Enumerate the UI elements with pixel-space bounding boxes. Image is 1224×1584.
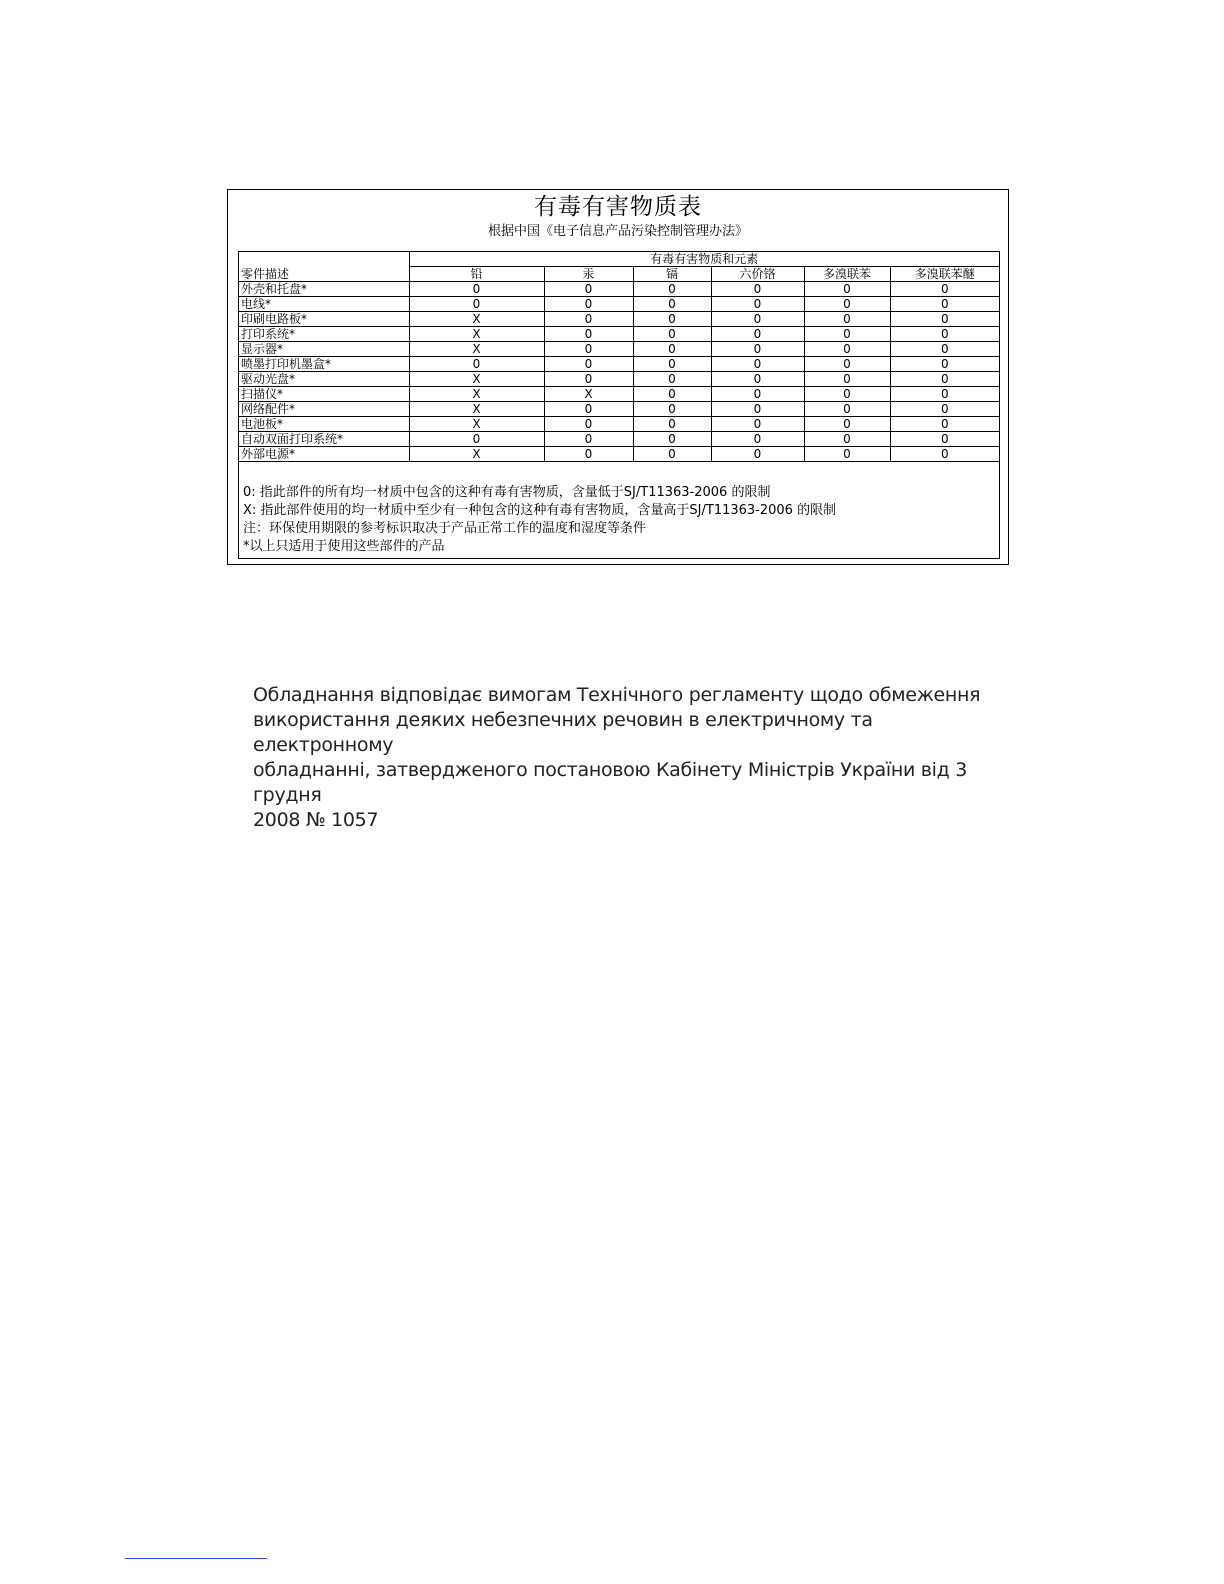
table-subtitle: 根据中国《电子信息产品污染控制管理办法》 <box>487 224 748 239</box>
column-header: 六价铬 <box>711 267 804 282</box>
part-name-cell: 电池板* <box>239 417 409 432</box>
substance-value-cell: X <box>409 402 544 417</box>
table-row <box>239 387 999 402</box>
note-scope: *以上只适用于使用这些部件的产品 <box>243 539 445 554</box>
part-name-cell: 显示器* <box>239 342 409 357</box>
part-name-cell: 打印系统* <box>239 327 409 342</box>
substance-value-cell: 0 <box>633 417 711 432</box>
substance-value-cell: 0 <box>633 372 711 387</box>
note-environment: 注：环保使用期限的参考标识取决于产品正常工作的温度和湿度等条件 <box>243 521 647 536</box>
substance-value-cell: 0 <box>633 447 711 462</box>
substance-value-cell: 0 <box>890 447 999 462</box>
column-header: 铅 <box>409 267 544 282</box>
part-name-cell: 电线* <box>239 297 409 312</box>
substance-value-cell: 0 <box>633 402 711 417</box>
footnote-rule <box>125 1558 267 1559</box>
column-header: 镉 <box>633 267 711 282</box>
substance-value-cell: 0 <box>890 327 999 342</box>
substance-value-cell: 0 <box>804 342 890 357</box>
substance-value-cell: X <box>409 387 544 402</box>
table-row <box>239 312 999 327</box>
table-title: 有毒有害物质表 <box>534 194 702 220</box>
substance-value-cell: 0 <box>711 297 804 312</box>
substance-value-cell: 0 <box>409 357 544 372</box>
part-name-cell: 喷墨打印机墨盒* <box>239 357 409 372</box>
substance-value-cell: 0 <box>544 417 633 432</box>
table-row <box>239 372 999 387</box>
note-x: X: 指此部件使用的均一材质中至少有一种包含的这种有毒有害物质，含量高于SJ/T11363-2006 的限制 <box>243 503 837 518</box>
substance-value-cell: 0 <box>804 327 890 342</box>
statement-line: використання деяких небезпечних речовин в електричному та електронному <box>253 709 873 756</box>
substance-value-cell: 0 <box>890 282 999 297</box>
substance-value-cell: 0 <box>804 357 890 372</box>
statement-line: Обладнання відповідає вимогам Технічного регламенту щодо обмеження <box>253 684 981 706</box>
table-row <box>239 327 999 342</box>
statement-line: обладнанні, затвердженого постановою Кабінету Міністрів України від 3 грудня <box>253 759 967 806</box>
part-description-header: 零件描述 <box>239 252 409 282</box>
substance-value-cell: 0 <box>544 402 633 417</box>
substance-group-header: 有毒有害物质和元素 <box>409 252 999 267</box>
substance-value-cell: 0 <box>890 387 999 402</box>
substance-value-cell: 0 <box>711 432 804 447</box>
table-inner-frame <box>238 251 1000 559</box>
substance-value-cell: 0 <box>890 297 999 312</box>
substance-value-cell: 0 <box>633 297 711 312</box>
hazardous-substances-table-frame <box>227 189 1009 565</box>
substance-value-cell: 0 <box>544 327 633 342</box>
substance-value-cell: 0 <box>711 402 804 417</box>
part-name-cell: 网络配件* <box>239 402 409 417</box>
substance-value-cell: 0 <box>544 357 633 372</box>
part-name-cell: 扫描仪* <box>239 387 409 402</box>
substance-value-cell: 0 <box>633 387 711 402</box>
substance-value-cell: 0 <box>890 342 999 357</box>
substance-value-cell: 0 <box>711 342 804 357</box>
substance-value-cell: 0 <box>711 282 804 297</box>
statement-line: 2008 № 1057 <box>253 809 379 831</box>
substance-value-cell: 0 <box>890 312 999 327</box>
substance-value-cell: 0 <box>804 312 890 327</box>
substance-value-cell: 0 <box>633 327 711 342</box>
substance-value-cell: X <box>544 387 633 402</box>
substance-value-cell: 0 <box>633 282 711 297</box>
table-notes <box>243 484 836 556</box>
ukraine-compliance-statement <box>253 683 993 833</box>
substance-value-cell: 0 <box>544 432 633 447</box>
column-header: 汞 <box>544 267 633 282</box>
table-row <box>239 447 999 462</box>
table-row <box>239 357 999 372</box>
substance-value-cell: 0 <box>711 372 804 387</box>
substance-value-cell: 0 <box>633 357 711 372</box>
substance-value-cell: 0 <box>544 297 633 312</box>
substance-value-cell: 0 <box>890 402 999 417</box>
substance-value-cell: X <box>409 417 544 432</box>
substance-value-cell: 0 <box>711 357 804 372</box>
substance-value-cell: 0 <box>804 282 890 297</box>
substance-value-cell: 0 <box>409 432 544 447</box>
substance-value-cell: 0 <box>804 297 890 312</box>
column-header: 多溴联苯醚 <box>890 267 999 282</box>
part-name-cell: 外部电源* <box>239 447 409 462</box>
substance-value-cell: 0 <box>711 312 804 327</box>
table-row <box>239 432 999 447</box>
hazardous-substances-table <box>239 252 999 462</box>
table-body <box>239 282 999 462</box>
substance-value-cell: 0 <box>544 372 633 387</box>
table-row <box>239 417 999 432</box>
part-name-cell: 外壳和托盘* <box>239 282 409 297</box>
table-row <box>239 342 999 357</box>
substance-value-cell: X <box>409 327 544 342</box>
substance-value-cell: 0 <box>804 402 890 417</box>
substance-value-cell: 0 <box>544 342 633 357</box>
substance-value-cell: 0 <box>890 417 999 432</box>
substance-value-cell: X <box>409 312 544 327</box>
substance-value-cell: 0 <box>711 387 804 402</box>
substance-value-cell: X <box>409 342 544 357</box>
part-name-cell: 自动双面打印系统* <box>239 432 409 447</box>
table-header-row-1 <box>239 252 999 267</box>
substance-value-cell: 0 <box>633 342 711 357</box>
substance-value-cell: 0 <box>890 372 999 387</box>
substance-value-cell: 0 <box>804 447 890 462</box>
table-row <box>239 282 999 297</box>
substance-value-cell: 0 <box>409 297 544 312</box>
substance-value-cell: 0 <box>711 327 804 342</box>
substance-value-cell: 0 <box>804 387 890 402</box>
substance-value-cell: 0 <box>711 417 804 432</box>
substance-value-cell: 0 <box>633 312 711 327</box>
substance-value-cell: 0 <box>890 357 999 372</box>
substance-value-cell: 0 <box>804 432 890 447</box>
substance-value-cell: 0 <box>544 447 633 462</box>
substance-value-cell: 0 <box>544 282 633 297</box>
substance-value-cell: 0 <box>804 372 890 387</box>
table-row <box>239 402 999 417</box>
substance-value-cell: X <box>409 447 544 462</box>
note-zero: 0: 指此部件的所有均一材质中包含的这种有毒有害物质，含量低于SJ/T11363-2006 的限制 <box>243 485 771 500</box>
substance-value-cell: 0 <box>890 432 999 447</box>
part-name-cell: 驱动光盘* <box>239 372 409 387</box>
substance-value-cell: 0 <box>711 447 804 462</box>
substance-value-cell: 0 <box>409 282 544 297</box>
part-name-cell: 印刷电路板* <box>239 312 409 327</box>
column-header: 多溴联苯 <box>804 267 890 282</box>
substance-value-cell: X <box>409 372 544 387</box>
substance-value-cell: 0 <box>544 312 633 327</box>
table-row <box>239 297 999 312</box>
substance-value-cell: 0 <box>633 432 711 447</box>
substance-value-cell: 0 <box>804 417 890 432</box>
